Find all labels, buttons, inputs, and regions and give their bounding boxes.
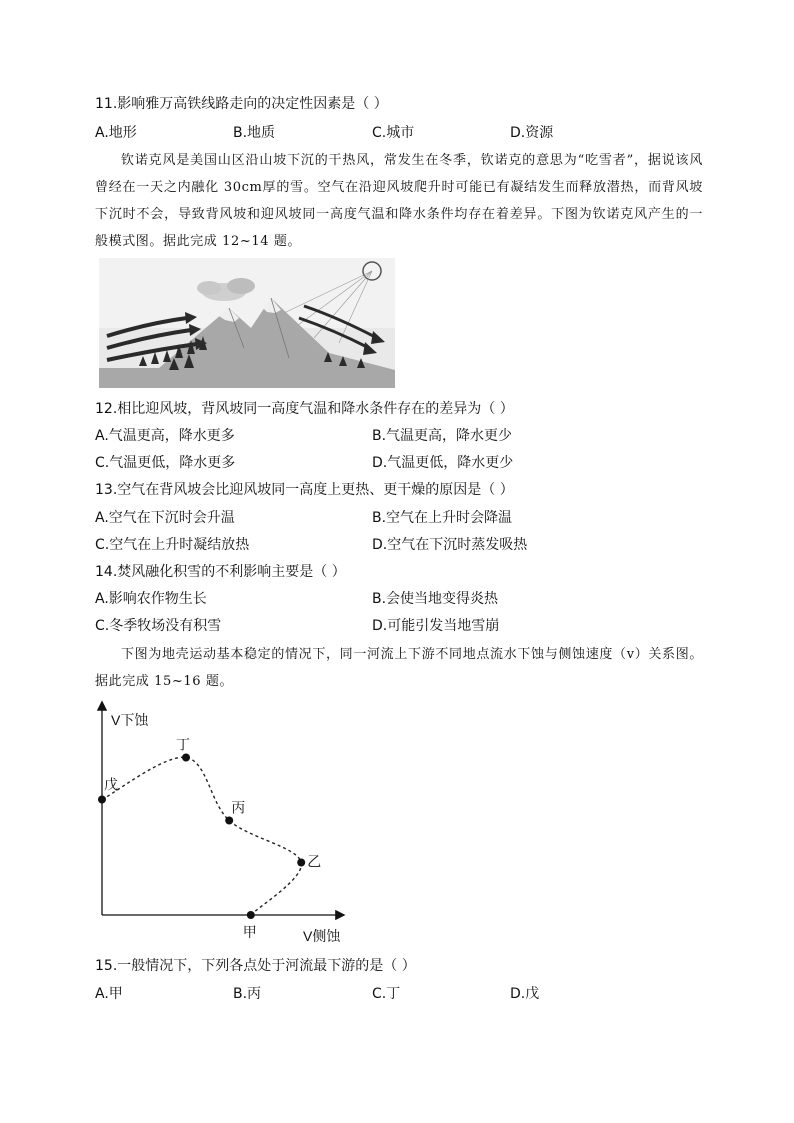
q13-option-b: B.空气在上升时会降温 (372, 510, 513, 526)
q15-option-c: C.丁 (372, 986, 401, 1002)
q12-option-b: B.气温更高，降水更少 (372, 428, 513, 444)
point-label-4: 戊 (104, 776, 118, 793)
point-3 (182, 754, 190, 762)
q15-option-d: D.戊 (510, 986, 540, 1002)
y-axis-label: V下蚀 (111, 712, 149, 728)
q13-option-a: A.空气在下沉时会升温 (95, 510, 235, 526)
q14-option-d: D.可能引发当地雪崩 (372, 618, 500, 634)
point-label-3: 丁 (176, 736, 190, 753)
chinook-wind-figure (99, 258, 395, 388)
q11-option-a: A.地形 (95, 125, 137, 141)
erosion-velocity-chart (95, 695, 355, 945)
passage-chinook: 钦诺克风是美国山区沿山坡下沉的干热风，常发生在冬季，钦诺克的意思为“吃雪者”，据说该风曾经在一天之内融化 30cm厚的雪。空气在沿迎风坡爬升时可能已有凝结发生而释放潜热，而背风坡下沉时不会，导致背风坡和迎风坡同一高度气温和降水条件均存在着差异。下图为钦诺克风产生的一般模式图。据此完成 12~14 题。 (95, 153, 703, 249)
point-label-0: 甲 (242, 924, 257, 940)
erosion-curve (102, 757, 301, 915)
q12-option-a: A.气温更高，降水更多 (95, 428, 235, 444)
q15-stem: 15.一般情况下，下列各点处于河流最下游的是（ ） (95, 958, 416, 974)
q15-option-a: A.甲 (95, 986, 123, 1002)
point-2 (225, 817, 233, 825)
x-axis-label: V侧蚀 (303, 928, 341, 944)
point-0 (247, 911, 255, 919)
q13-option-c: C.空气在上升时凝结放热 (95, 537, 250, 553)
q11-option-c: C.城市 (372, 125, 415, 141)
q13-stem: 13.空气在背风坡会比迎风坡同一高度上更热、更干燥的原因是（ ） (95, 482, 514, 498)
q14-stem: 14.焚风融化积雪的不利影响主要是（ ） (95, 564, 346, 580)
point-4 (98, 796, 106, 804)
q14-option-a: A.影响农作物生长 (95, 591, 207, 607)
point-1 (297, 859, 305, 867)
q12-option-d: D.气温更低，降水更少 (372, 455, 514, 471)
passage-river-erosion: 下图为地壳运动基本稳定的情况下，同一河流上下游不同地点流水下蚀与侧蚀速度（v）关系图。据此完成 15~16 题。 (95, 647, 703, 689)
point-label-1: 乙 (307, 853, 322, 870)
q12-option-c: C.气温更低，降水更多 (95, 455, 236, 471)
q11-stem: 11.影响雅万高铁线路走向的决定性因素是（ ） (95, 96, 388, 112)
q11-option-d: D.资源 (510, 125, 554, 141)
q15-option-b: B.丙 (233, 986, 262, 1002)
q14-option-b: B.会使当地变得炎热 (372, 591, 499, 607)
point-label-2: 丙 (231, 799, 246, 816)
q13-option-d: D.空气在下沉时蒸发吸热 (372, 537, 528, 553)
q12-stem: 12.相比迎风坡，背风坡同一高度气温和降水条件存在的差异为（ ） (95, 401, 514, 417)
q14-option-c: C.冬季牧场没有积雪 (95, 618, 222, 634)
q11-option-b: B.地质 (233, 125, 276, 141)
